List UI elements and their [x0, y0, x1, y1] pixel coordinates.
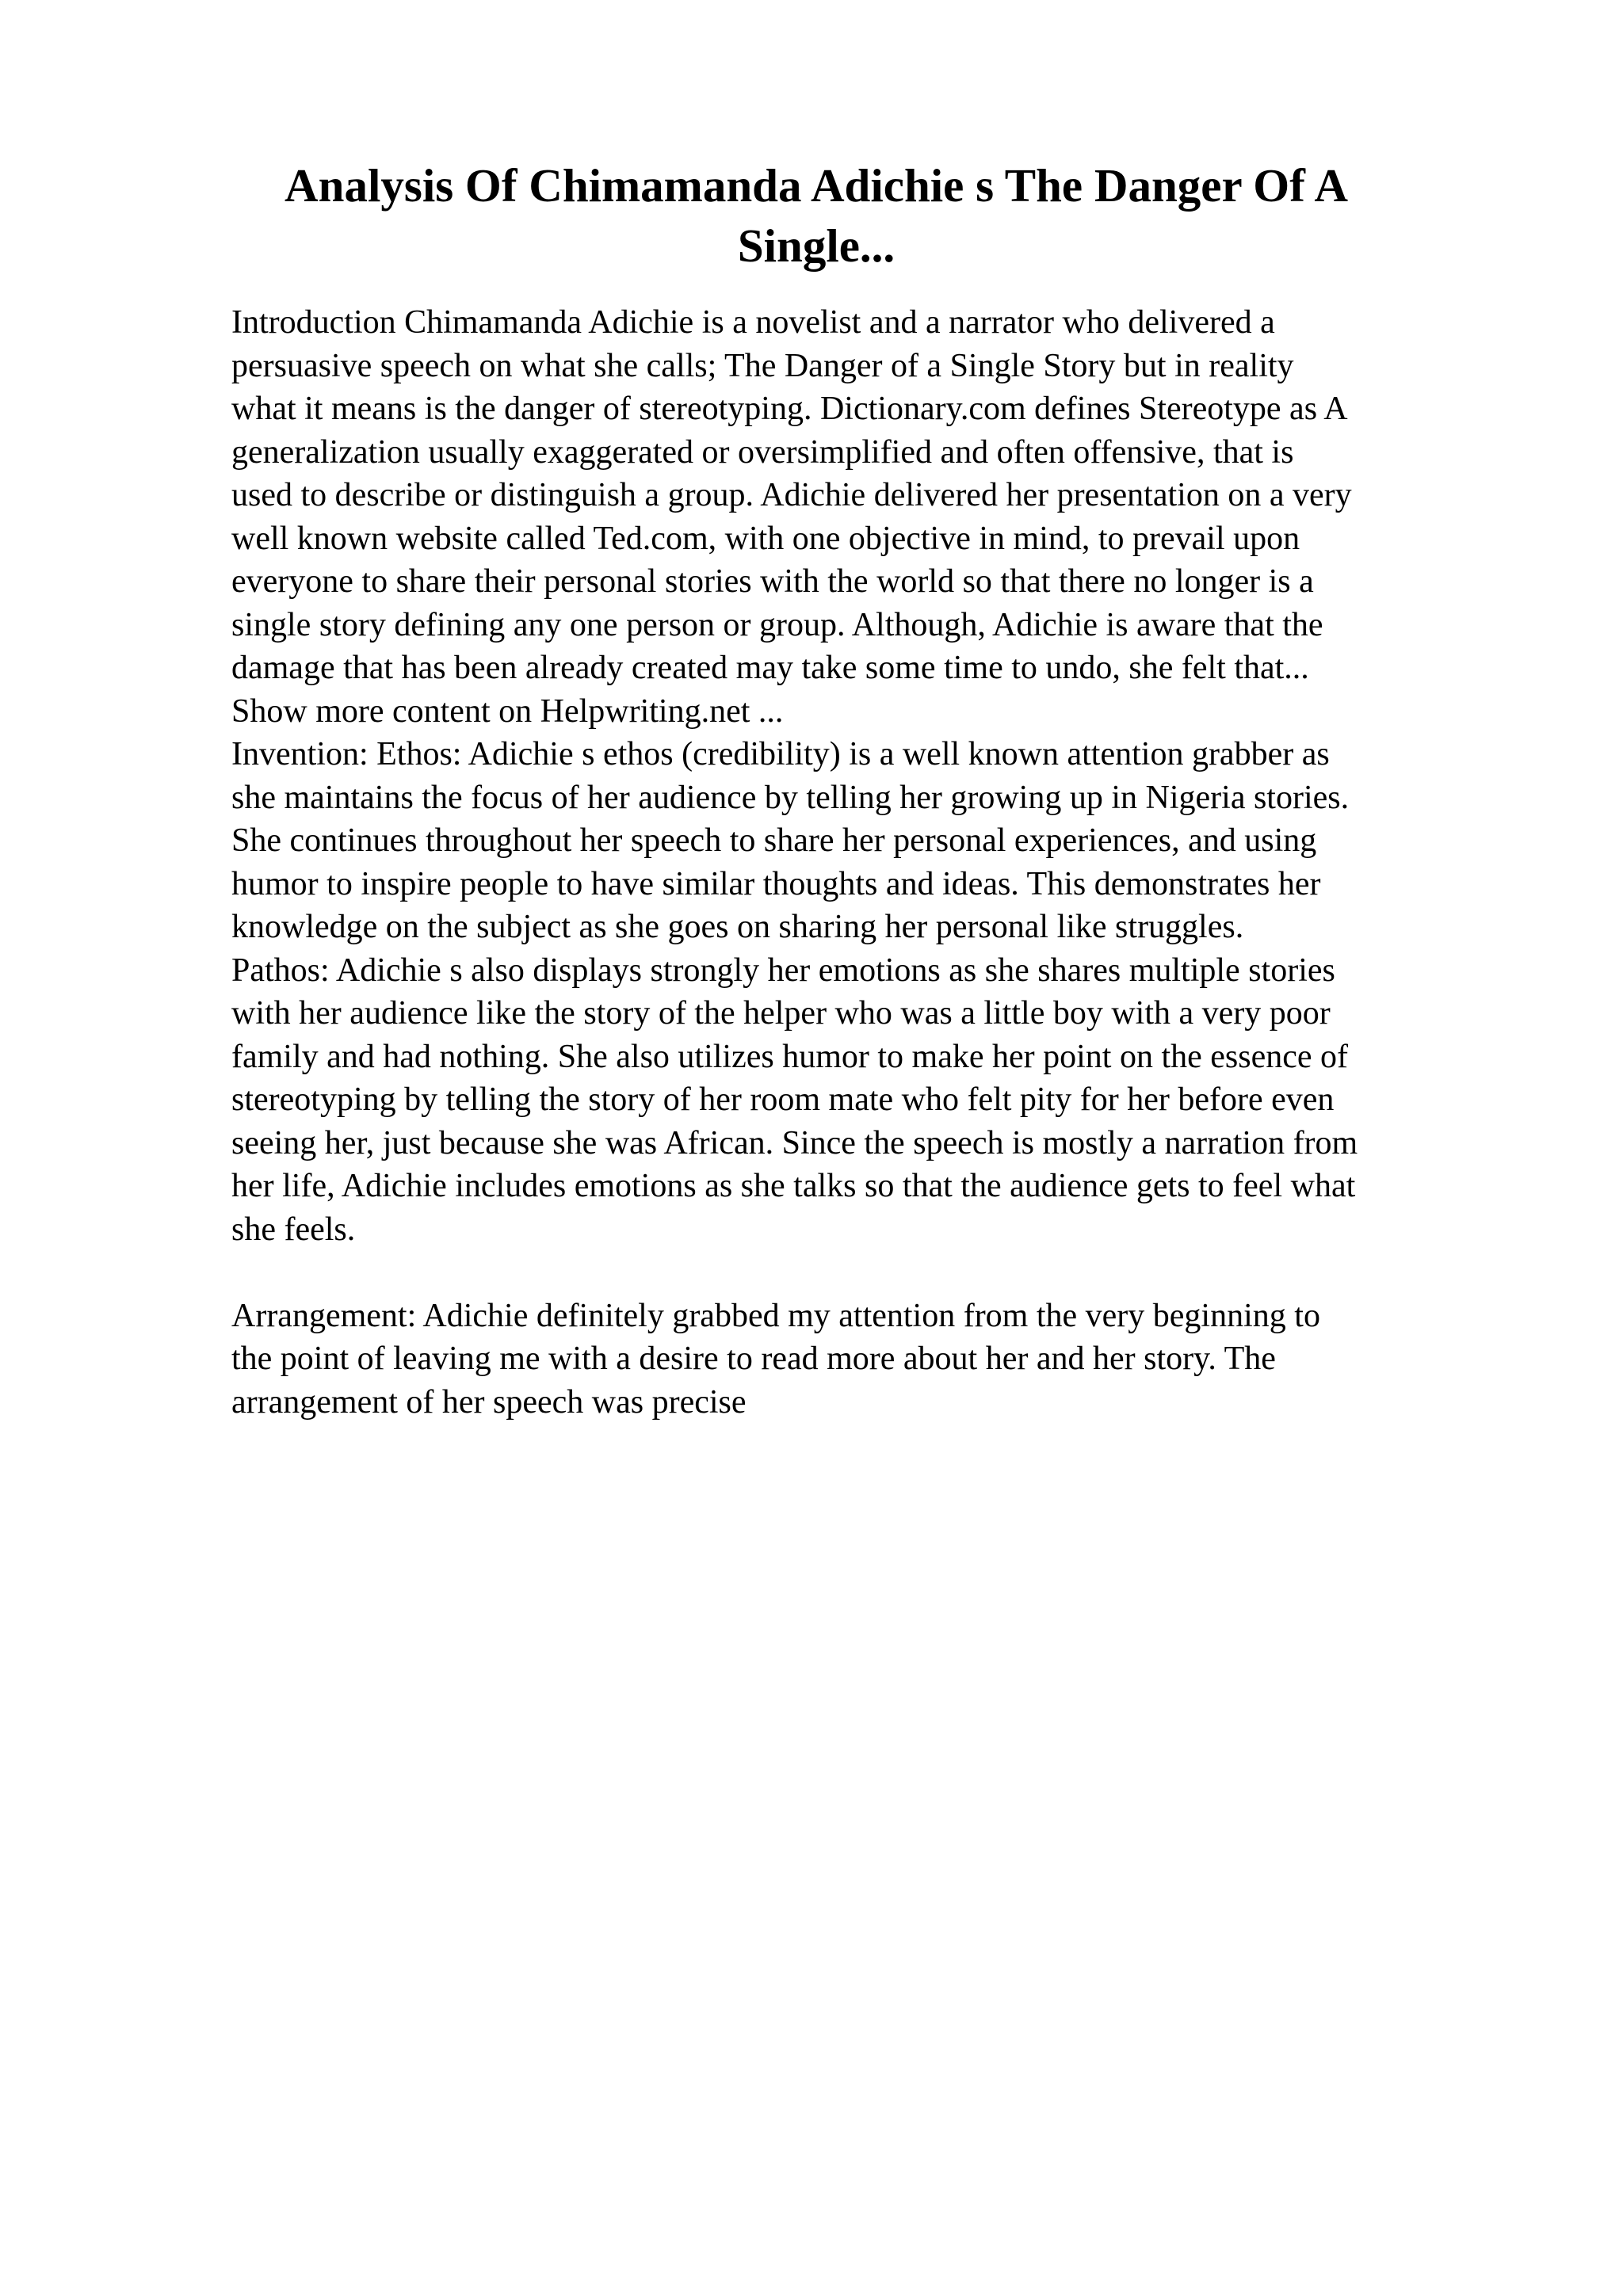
text-line: Invention: Ethos: Adichie s ethos (credibility) is a well known attention grabber as	[231, 736, 1330, 772]
paragraph-intro	[231, 301, 1515, 1251]
text-line: she feels.	[231, 1211, 356, 1248]
text-line: single story defining any one person or group. Although, Adichie is aware that the	[231, 606, 1323, 643]
text-line: seeing her, just because she was African. Since the speech is mostly a narration from	[231, 1124, 1358, 1161]
text-line: Introduction Chimamanda Adichie is a novelist and a narrator who delivered a	[231, 304, 1275, 341]
text-line: stereotyping by telling the story of her room mate who felt pity for her before even	[231, 1081, 1335, 1118]
text-line: arrangement of her speech was precise	[231, 1383, 747, 1421]
show-more-text: Show more content on Helpwriting.net ...	[231, 692, 784, 730]
text-line: damage that has been already created may take some time to undo, she felt that...	[231, 650, 1309, 686]
text-line: humor to inspire people to have similar thoughts and ideas. This demonstrates her	[231, 865, 1321, 902]
text-line: everyone to share their personal stories with the world so that there no longer is a	[231, 563, 1314, 600]
text-line: the point of leaving me with a desire to read more about her and her story. The	[231, 1341, 1276, 1377]
text-line: used to describe or distinguish a group. Adichie delivered her presentation on a very	[231, 477, 1352, 513]
document-title	[230, 155, 1403, 276]
text-line: Arrangement: Adichie definitely grabbed my attention from the very beginning to	[231, 1297, 1320, 1334]
title-line: Analysis Of Chimamanda Adichie s The Danger Of A	[285, 159, 1348, 212]
text-line: She continues throughout her speech to share her personal experiences, and using	[231, 822, 1317, 859]
text-line: family and had nothing. She also utilizes humor to make her point on the essence of	[231, 1038, 1349, 1075]
text-line: knowledge on the subject as she goes on sharing her personal like struggles.	[231, 909, 1244, 945]
paragraph-gap	[231, 1251, 1515, 1295]
text-line: Pathos: Adichie s also displays strongly her emotions as she shares multiple stories	[231, 952, 1335, 989]
text-line: persuasive speech on what she calls; The Danger of a Single Story but in reality	[231, 347, 1294, 384]
document-body	[231, 301, 1515, 1424]
text-line: generalization usually exaggerated or oversimplified and often offensive, that is	[231, 433, 1294, 471]
text-line: her life, Adichie includes emotions as she talks so that the audience gets to feel what	[231, 1168, 1356, 1204]
paragraph-arrangement	[231, 1295, 1515, 1425]
text-line: she maintains the focus of her audience by telling her growing up in Nigeria stories.	[231, 779, 1350, 816]
text-line: well known website called Ted.com, with one objective in mind, to prevail upon	[231, 520, 1300, 557]
title-line: Single...	[737, 219, 896, 272]
text-line: with her audience like the story of the helper who was a little boy with a very poor	[231, 995, 1331, 1032]
text-line: what it means is the danger of stereotyping. Dictionary.com defines Stereotype as A	[231, 391, 1348, 427]
